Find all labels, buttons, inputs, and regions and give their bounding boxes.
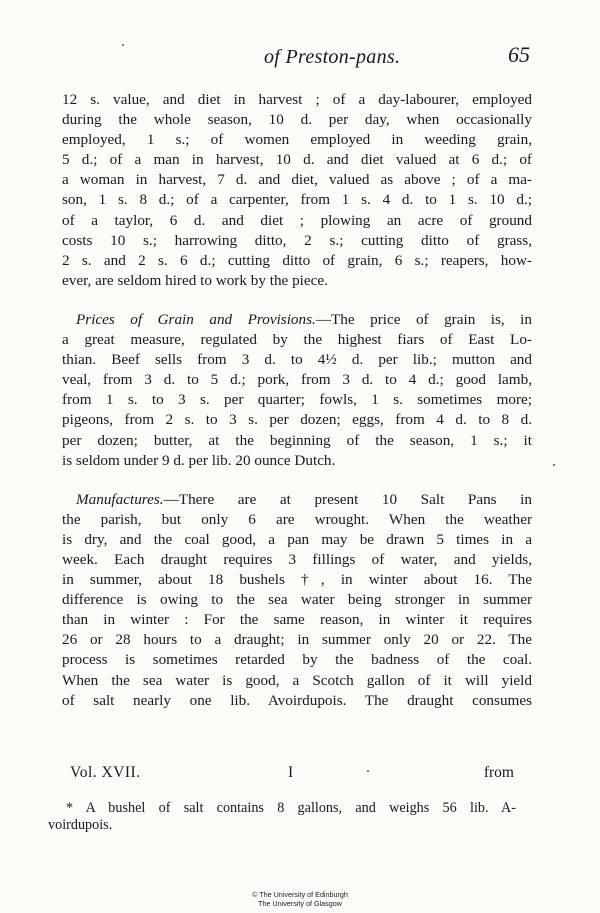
signature-mark: I — [288, 764, 294, 781]
text-line: per dozen; butter, at the beginning of the season, 1 s.; it — [62, 431, 532, 449]
text-line-rest: —The price of grain is, in — [315, 310, 532, 328]
footnote-line: * A bushel of salt contains 8 gallons, and weighs 56 lib. A- — [66, 800, 516, 816]
page-header — [60, 42, 530, 72]
catchword: from — [483, 764, 514, 781]
text-line: employed, 1 s.; of women employed in weeding grain, — [62, 131, 532, 149]
text-line: thian. Beef sells from 3 d. to 4½ d. per lib.; mutton and — [62, 351, 532, 369]
text-line: 12 s. value, and diet in harvest ; of a day-labourer, employed — [62, 91, 532, 108]
text-line: during the whole season, 10 d. per day, when occasionally — [62, 111, 532, 129]
paragraph-wages — [62, 90, 532, 291]
copyright-line: © The University of Edinburgh — [252, 890, 348, 899]
text-line: of salt nearly one lib. Avoirdupois. The draught consumes — [62, 691, 532, 709]
text-line: a great measure, regulated by the highest fiars of East Lo- — [62, 331, 532, 349]
text-line: 2 s. and 2 s. 6 d.; cutting ditto of grain, 6 s.; reapers, how- — [62, 251, 532, 269]
text-line: than in winter : For the same reason, in winter it requires — [62, 611, 532, 629]
paper-speck — [122, 44, 124, 46]
text-line-rest: —There are at present 10 Salt Pans in — [163, 490, 532, 508]
paper-speck — [367, 770, 369, 772]
text-line: veal, from 3 d. to 5 d.; pork, from 3 d. to 4 d.; good lamb, — [62, 371, 532, 389]
text-line: When the sea water is good, a Scotch gallon of it will yield — [62, 671, 532, 689]
body-text — [62, 90, 532, 711]
text-line: pigeons, from 2 s. to 3 s. per dozen; eggs, from 4 d. to 8 d. — [62, 411, 532, 429]
paragraph-manufactures — [62, 490, 532, 711]
page-number: 65 — [508, 42, 530, 67]
text-line: 5 d.; of a man in harvest, 10 d. and diet valued at 6 d.; of — [62, 151, 532, 169]
text-line: ever, are seldom hired to work by the piece. — [62, 271, 328, 289]
copyright-notice — [0, 891, 600, 908]
text-line — [62, 490, 532, 510]
section-heading-prices: Prices of Grain and Provisions. — [76, 310, 316, 328]
volume-label: Vol. XVII. — [70, 764, 141, 781]
paragraph-prices — [62, 310, 532, 471]
text-line: a woman in harvest, 7 d. and diet, valued as above ; of a ma- — [62, 171, 532, 189]
text-line: week. Each draught requires 3 fillings of water, and yields, — [62, 550, 532, 568]
footnote-line: voirdupois. — [48, 817, 113, 833]
text-line: the parish, but only 6 are wrought. When the weather — [62, 510, 532, 528]
text-line: process is sometimes retarded by the badness of the coal. — [62, 651, 532, 669]
text-line: in summer, about 18 bushels †, in winter about 16. The — [62, 571, 532, 589]
text-line: costs 10 s.; harrowing ditto, 2 s.; cutting ditto of grass, — [62, 231, 532, 249]
text-line: 26 or 28 hours to a draught; in summer only 20 or 22. The — [62, 631, 532, 649]
paper-speck — [553, 464, 555, 466]
running-title: of Preston-pans. — [264, 46, 401, 68]
text-line — [62, 310, 532, 330]
text-line: is dry, and the coal good, a pan may be drawn 5 times in a — [62, 530, 532, 548]
page-footer — [70, 764, 514, 786]
section-heading-manufactures: Manufactures. — [76, 490, 164, 508]
text-line: is seldom under 9 d. per lib. 20 ounce Dutch. — [62, 451, 336, 469]
text-line: from 1 s. to 3 s. per quarter; fowls, 1 s. sometimes more; — [62, 391, 532, 409]
text-line: difference is owing to the sea water being stronger in summer — [62, 591, 532, 609]
text-line: of a taylor, 6 d. and diet ; plowing an acre of ground — [62, 211, 532, 229]
text-line: son, 1 s. 8 d.; of a carpenter, from 1 s. 4 d. to 1 s. 10 d.; — [62, 191, 532, 209]
copyright-line: The University of Glasgow — [258, 898, 342, 908]
footnote — [48, 800, 516, 834]
